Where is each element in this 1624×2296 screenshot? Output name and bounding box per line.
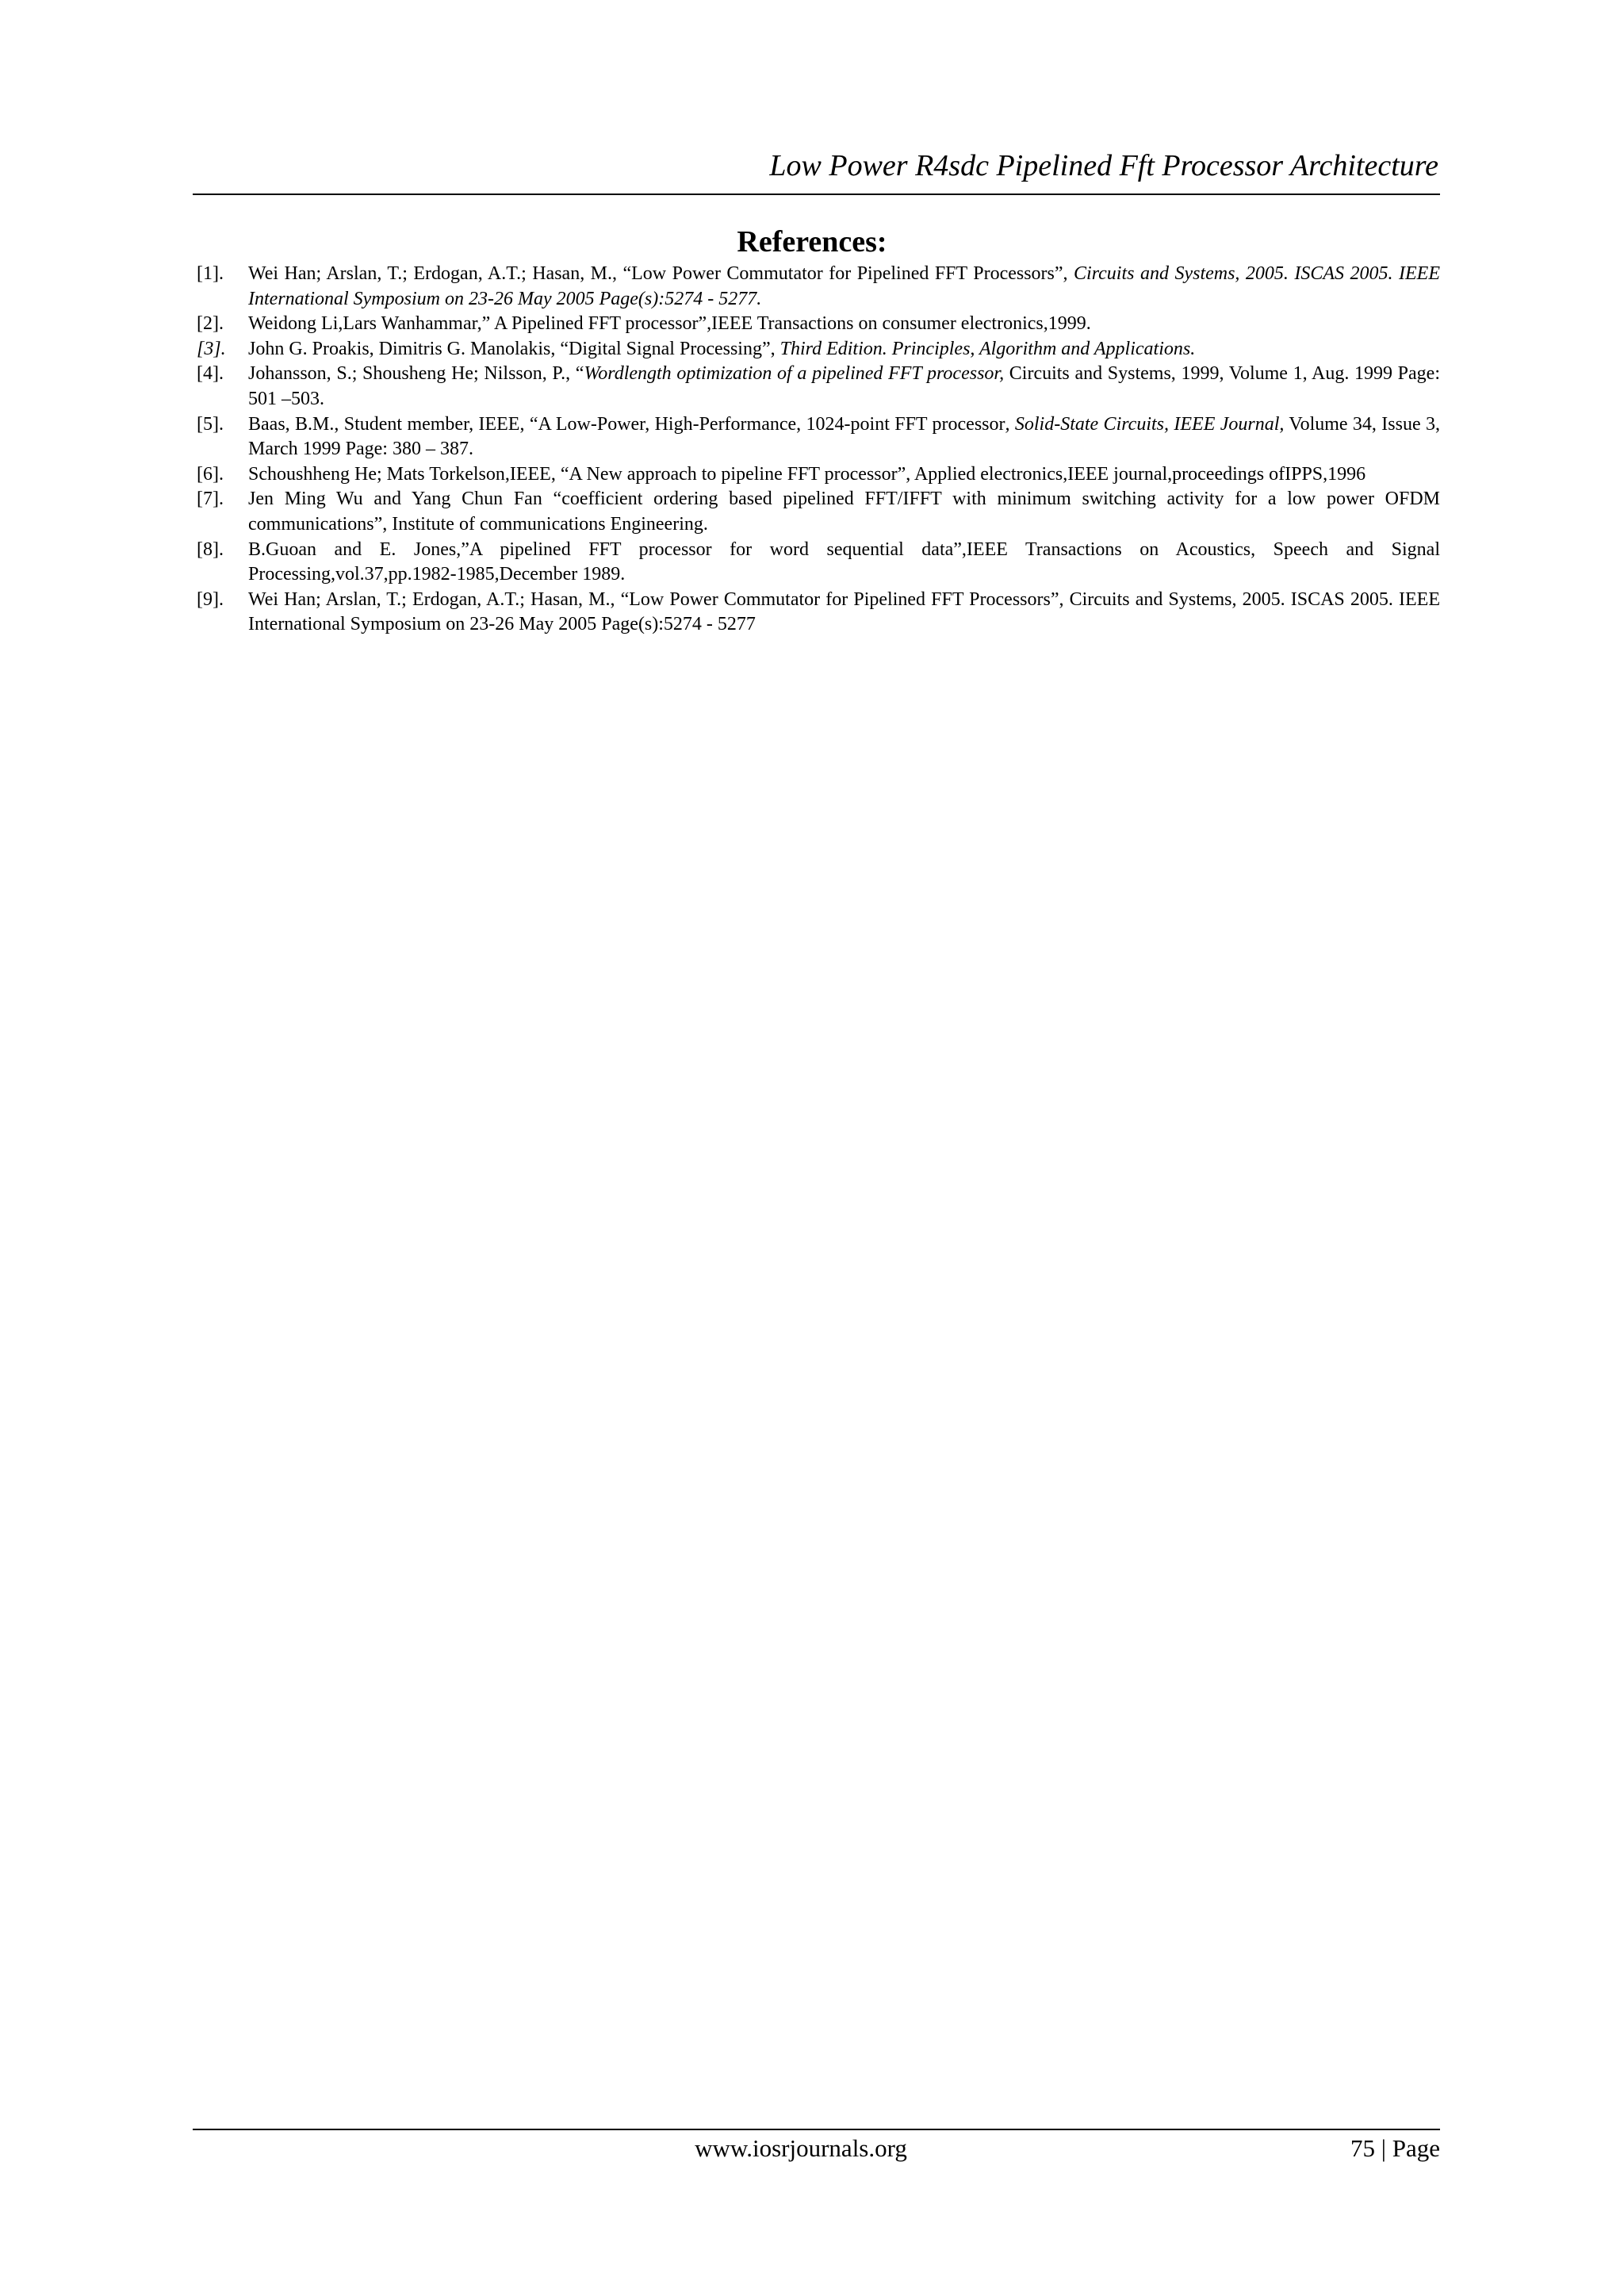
reference-text xyxy=(248,489,1440,535)
reference-number: [6]. xyxy=(197,463,224,485)
reference-text xyxy=(248,339,1195,359)
reference-item xyxy=(197,362,1440,412)
reference-text-fragment: Wei Han; Arslan, T.; Erdogan, A.T.; Hasan, M., “Low Power Commutator for Pipelined FFT Processors”, Circuits and Systems, 2005. ISCAS 2005. IEEE International Symposium on 23-26 May 2005 Page(s):5274 - 5277 xyxy=(248,588,1440,635)
reference-text xyxy=(248,464,1365,485)
reference-italic-fragment: , Solid-State Circuits, IEEE Journal, xyxy=(1005,413,1285,435)
reference-number: [3]. xyxy=(197,338,226,359)
reference-text-fragment: Circuits and Systems, 1999, Volume 1, Aug. 1999 Page: 501 –503. xyxy=(248,363,1440,409)
footer-page-number: 75 | Page xyxy=(1350,2134,1440,2162)
reference-number: [1]. xyxy=(197,263,224,284)
reference-text xyxy=(248,414,1440,460)
reference-number: [5]. xyxy=(197,413,224,435)
reference-italic-fragment: Third Edition. Principles, Algorithm and Applications. xyxy=(779,338,1196,359)
reference-text-fragment: B.Guoan and E. Jones,”A pipelined FFT processor for word sequential data”,IEEE Transactions on Acoustics, Speech and Signal Processing,vol.37,pp.1982-1985,December 1989. xyxy=(248,539,1440,585)
reference-text-fragment: Schoushheng He; Mats Torkelson,IEEE, “A New approach to pipeline FFT processor”, Applied electronics,IEEE journal,proceedings ofIPPS,1996 xyxy=(248,463,1366,485)
reference-number: [8]. xyxy=(197,539,224,560)
reference-text xyxy=(248,263,1440,309)
running-header-title: Low Power R4sdc Pipelined Fft Processor Architecture xyxy=(769,149,1438,182)
reference-text xyxy=(248,539,1440,585)
reference-item xyxy=(197,412,1440,462)
footer-rule xyxy=(193,2129,1440,2130)
reference-item xyxy=(197,538,1440,588)
reference-number: [7]. xyxy=(197,489,224,510)
reference-text-fragment: Jen Ming Wu and Yang Chun Fan “coefficient ordering based pipelined FFT/IFFT with minimum switching activity for a low power OFDM communications”, Institute of communications Engineering. xyxy=(248,489,1440,535)
footer-website: www.iosrjournals.org xyxy=(695,2134,907,2162)
reference-text-fragment: John G. Proakis, Dimitris G. Manolakis, “Digital Signal Processing”, xyxy=(248,338,780,359)
reference-text-fragment: Weidong Li,Lars Wanhammar,” A Pipelined FFT processor”,IEEE Transactions on consumer electronics,1999. xyxy=(248,313,1091,335)
reference-text-fragment: Volume 34, Issue 3, March 1999 Page: 380 – 387. xyxy=(248,413,1440,460)
reference-italic-fragment: Circuits and Systems, 2005. ISCAS 2005. IEEE International Symposium on 23-26 May 2005 Page(s):5274 - 5277. xyxy=(248,263,1440,309)
reference-item xyxy=(197,487,1440,537)
reference-item xyxy=(197,337,1440,362)
reference-text-fragment: Wei Han; Arslan, T.; Erdogan, A.T.; Hasan, M., “Low Power Commutator for Pipelined FFT Processors”, xyxy=(248,263,1074,284)
reference-text-fragment: Johansson, S.; Shousheng He; Nilsson, P., “ xyxy=(248,363,584,385)
reference-text-fragment: Baas, B.M., Student member, IEEE, “A Low-Power, High-Performance, 1024-point FFT processor xyxy=(248,413,1005,435)
reference-list xyxy=(197,262,1440,638)
header-rule xyxy=(193,194,1440,195)
reference-number: [9]. xyxy=(197,588,224,610)
reference-number: [4]. xyxy=(197,363,224,385)
reference-italic-fragment: Wordlength optimization of a pipelined FFT processor, xyxy=(584,363,1005,385)
reference-item xyxy=(197,462,1440,488)
reference-text xyxy=(248,313,1091,334)
reference-item xyxy=(197,262,1440,312)
reference-number: [2]. xyxy=(197,313,224,335)
reference-text xyxy=(248,589,1440,635)
reference-text xyxy=(248,363,1440,409)
reference-item xyxy=(197,312,1440,337)
references-heading: References: xyxy=(737,225,887,259)
reference-item xyxy=(197,588,1440,638)
